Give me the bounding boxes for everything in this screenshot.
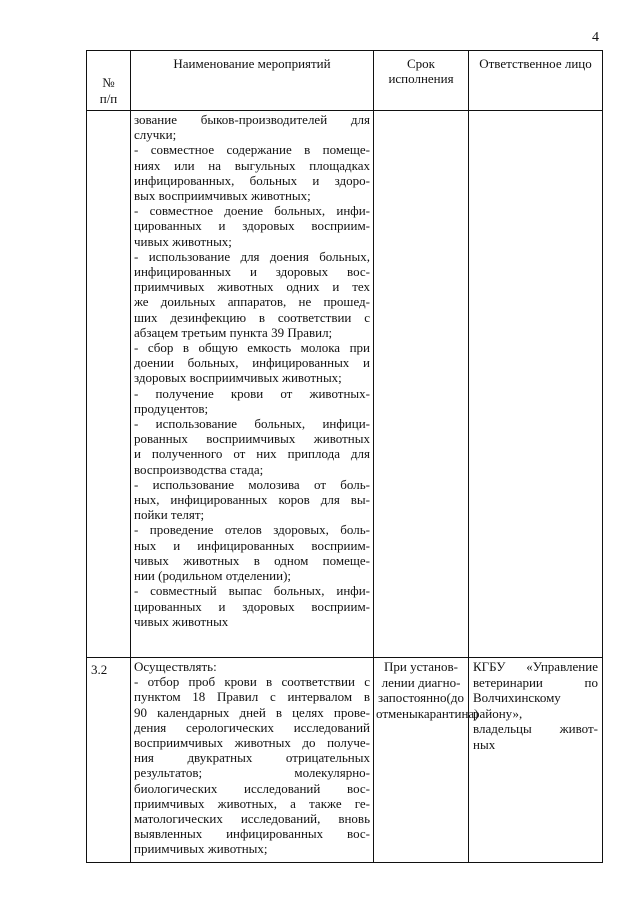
row2-number: 3.2: [91, 662, 108, 677]
row2-responsible-cell: [469, 658, 603, 863]
text-line: Осуществлять:: [134, 659, 217, 674]
header-responsible-label: Ответственное лицо: [479, 56, 592, 71]
text-line: биологических исследований вос-: [134, 780, 370, 796]
text-line: приимчивых животных;: [134, 841, 268, 857]
text-line: продуцентов;: [134, 400, 209, 416]
row1-text: [131, 111, 373, 629]
row1-responsible-cell: [469, 111, 603, 658]
text-line: ных, инфицированных коров для вы-: [134, 492, 370, 508]
responsible-line: владельцы живот-: [473, 721, 598, 736]
text-line: абзацем третьим пункта 39 Правил;: [134, 324, 333, 340]
text-line: приимчивых животных, а также ге-: [134, 795, 370, 811]
text-line: чивых животных;: [134, 233, 232, 249]
text-line: - использование для доения больных,: [134, 248, 370, 264]
term-line: постоянно: [388, 690, 447, 705]
measures-table: [86, 50, 603, 863]
header-term: [374, 51, 469, 111]
row1-term: [374, 111, 468, 113]
text-line: доении больных, инфицированных и: [134, 355, 370, 371]
text-line: воспроизводства стада;: [134, 461, 264, 477]
table-header-row: [87, 51, 603, 111]
header-responsible: [469, 51, 603, 111]
responsible-line: Волчихинскому: [473, 690, 561, 705]
text-line: нии (родильном отделении);: [134, 568, 292, 584]
responsible-line: КГБУ «Управление: [473, 659, 598, 674]
responsible-line: ных: [473, 736, 496, 752]
text-line: ниях или на выгульных площадках: [134, 157, 370, 173]
text-line: ших дезинфекцию в соответствии с: [134, 309, 370, 325]
text-line: - совместное доение больных, инфи-: [134, 203, 370, 219]
text-line: - совместный выпас больных, инфи-: [134, 583, 370, 599]
row1-name-cell: [131, 111, 374, 658]
text-line: цированных и здоровых восприим-: [134, 598, 370, 614]
row2-name-cell: [131, 658, 374, 863]
text-line: вых восприимчивых животных;: [134, 188, 311, 204]
row1-number-cell: [87, 111, 131, 658]
responsible-line: району»,: [473, 705, 523, 721]
row1-number: [87, 111, 130, 119]
row2-term: [374, 658, 479, 722]
header-term-line1: Срок: [407, 56, 435, 71]
text-line: - использование больных, инфици-: [134, 416, 370, 432]
text-line: - совместное содержание в помеще-: [134, 142, 370, 158]
table-row: [87, 658, 603, 863]
row2-responsible: [469, 658, 602, 753]
term-line: за: [378, 690, 389, 705]
text-line: рованных восприимчивых животных: [134, 431, 370, 447]
text-line: приимчивых животных одних и тех: [134, 279, 370, 295]
page-number: 4: [592, 30, 599, 45]
text-line: же доильных аппаратов, не прошед-: [134, 294, 370, 310]
table-row: [87, 111, 603, 658]
text-line: 90 календарных дней в целях прове-: [134, 704, 370, 720]
text-line: цированных и здоровых восприим-: [134, 218, 370, 234]
text-line: - сбор в общую емкость молока при: [134, 340, 370, 356]
text-line: случки;: [134, 127, 177, 143]
text-line: инфицированных, больных и здоро-: [134, 172, 370, 188]
text-line: матологических исследований, вновь: [134, 811, 370, 827]
text-line: - использование молозива от боль-: [134, 476, 370, 492]
header-number-abbr: п/п: [99, 91, 118, 106]
row1-responsible: [469, 111, 602, 113]
term-line: лении диагно-: [381, 674, 461, 690]
row1-term-cell: [374, 111, 469, 658]
row2-text: [131, 658, 373, 857]
header-number: [87, 51, 131, 111]
text-line: и полученного от них приплода для: [134, 446, 370, 462]
term-line: При установ-: [384, 659, 458, 674]
text-line: - получение крови от животных-: [134, 385, 370, 401]
text-line: пунктом 18 Правил с интервалом в: [134, 689, 370, 705]
term-line: карантина): [417, 705, 479, 721]
text-line: восприимчивых животных до получе-: [134, 735, 370, 751]
text-line: здоровых восприимчивых животных;: [134, 370, 342, 386]
text-line: - отбор проб крови в соответствии с: [134, 674, 370, 690]
text-line: пойки телят;: [134, 507, 205, 523]
text-line: чивых животных: [134, 613, 229, 629]
row2-term-cell: [374, 658, 479, 863]
header-term-line2: исполнения: [388, 71, 454, 86]
header-name: [131, 51, 374, 111]
header-number-symbol: №: [102, 75, 115, 90]
row2-number-cell: [87, 658, 131, 863]
text-line: чивых животных в одном помеще-: [134, 552, 370, 568]
term-line: (до отмены: [376, 690, 464, 721]
text-line: - проведение отелов здоровых, боль-: [134, 522, 370, 538]
text-line: зование быков-производителей для: [134, 112, 370, 127]
text-line: выявленных инфицированных вос-: [134, 826, 370, 842]
responsible-line: ветеринарии по: [473, 674, 598, 690]
text-line: ния двукратных отрицательных: [134, 750, 370, 766]
text-line: инфицированных и здоровых вос-: [134, 264, 370, 280]
text-line: ных и инфицированных восприим-: [134, 537, 370, 553]
header-name-label: Наименование мероприятий: [173, 56, 331, 71]
text-line: результатов; молекулярно-: [134, 765, 370, 781]
text-line: дения серологических исследований: [134, 719, 370, 735]
